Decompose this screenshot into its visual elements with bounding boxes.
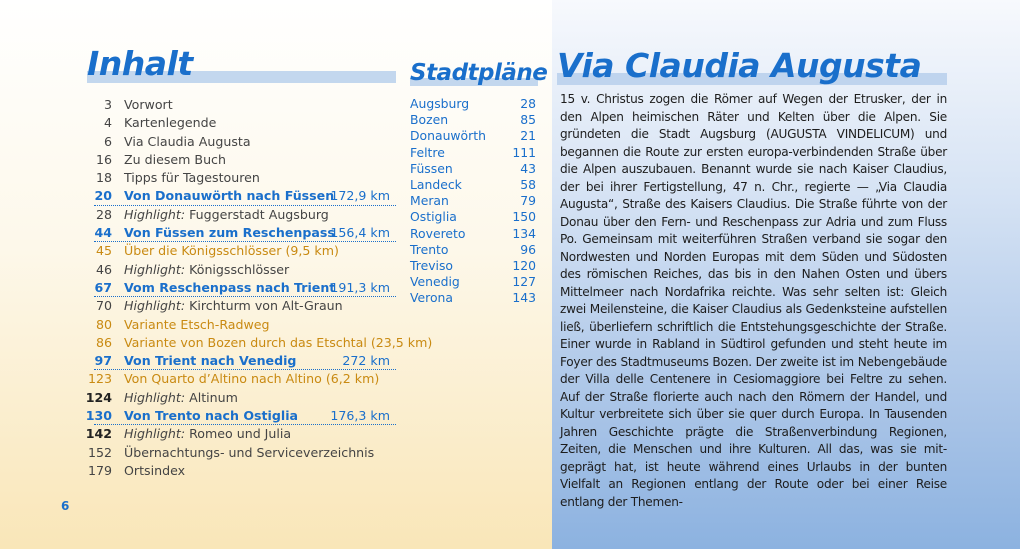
city-map-entry <box>410 209 537 225</box>
toc-entry <box>76 444 396 462</box>
city-name: Augsburg <box>410 96 470 111</box>
toc-title <box>124 261 289 279</box>
toc-page-number: 46 <box>95 261 112 277</box>
city-map-page: 120 <box>512 257 536 273</box>
toc-entry <box>76 114 396 132</box>
city-name: Rovereto <box>410 225 466 241</box>
city-map-entry <box>410 177 537 193</box>
highlight-title: Altinum <box>185 389 238 405</box>
city-map-entry <box>410 258 537 274</box>
highlight-label: Highlight: <box>124 298 186 314</box>
toc-entry <box>76 462 396 480</box>
city-name: Trento <box>410 241 449 257</box>
toc-title: Ortsindex <box>124 462 186 478</box>
city-map-page: 79 <box>520 193 536 209</box>
toc-title: Über die Königsschlösser (9,5 km) <box>124 243 339 259</box>
toc-title: Übernachtungs- und Serviceverzeichnis <box>124 444 375 460</box>
route-distance: 272 km <box>342 353 390 369</box>
toc-page-number: 86 <box>95 334 112 350</box>
toc-page-number: 80 <box>95 316 112 332</box>
city-map-page: 85 <box>520 112 536 128</box>
toc-page-number: 3 <box>103 97 112 112</box>
toc-entry <box>76 425 396 443</box>
toc-page-number: 18 <box>95 170 112 186</box>
toc-page-number: 4 <box>103 115 112 131</box>
city-map-page: 111 <box>512 144 536 160</box>
toc-page-number: 28 <box>95 206 112 222</box>
city-map-entry <box>410 274 537 290</box>
toc-title: Von Trento nach Ostiglia <box>124 408 299 424</box>
city-map-page: 58 <box>520 176 536 192</box>
toc-entry <box>76 169 396 187</box>
city-map-entry <box>410 290 537 306</box>
toc-entry <box>76 242 396 260</box>
toc-title: Kartenlegende <box>124 115 217 131</box>
city-map-entry <box>410 96 537 112</box>
toc-title: Von Trient nach Venedig <box>124 353 297 369</box>
city-map-entry <box>410 161 537 177</box>
toc-entry <box>76 352 396 370</box>
toc-page-number: 44 <box>94 225 112 241</box>
city-name: Verona <box>410 290 453 306</box>
city-name: Donauwörth <box>410 128 486 144</box>
highlight-title: Fuggerstadt Augsburg <box>185 206 329 222</box>
city-map-page: 127 <box>512 274 536 290</box>
toc-title: Via Claudia Augusta <box>124 133 251 149</box>
city-map-page: 150 <box>512 209 536 225</box>
city-map-entry <box>410 242 537 258</box>
toc-title <box>124 389 238 407</box>
toc-page-number: 130 <box>85 408 112 424</box>
toc-page-number: 6 <box>103 133 112 149</box>
city-map-entry <box>410 112 537 128</box>
route-distance: 176,3 km <box>330 408 390 424</box>
highlight-title: Romeo und Julia <box>185 426 292 442</box>
toc-title: Variante von Bozen durch das Etschtal (23,5 km) <box>124 334 433 350</box>
toc-page-number: 152 <box>87 444 112 460</box>
city-map-page: 134 <box>512 225 536 241</box>
city-name: Venedig <box>410 274 460 290</box>
toc-title: Tipps für Tagestouren <box>124 170 260 186</box>
city-name: Bozen <box>410 112 449 128</box>
toc-title: Von Donauwörth nach Füssen <box>124 188 335 204</box>
highlight-label: Highlight: <box>124 426 186 442</box>
toc-title: Zu diesem Buch <box>124 151 226 167</box>
chapter-heading: Via Claudia Augusta <box>557 46 922 85</box>
toc-page-number: 179 <box>87 462 112 478</box>
city-map-page: 28 <box>520 96 536 111</box>
toc-page-number: 124 <box>85 389 112 405</box>
toc-title <box>124 206 329 224</box>
toc-title: Von Quarto d’Altino nach Altino (6,2 km) <box>124 371 380 387</box>
highlight-title: Kirchturm von Alt-Graun <box>185 298 343 314</box>
city-map-entry <box>410 226 537 242</box>
route-distance: 156,4 km <box>330 225 390 241</box>
chapter-body-text: 15 v. Christus zogen die Römer auf Wegen der Etrusker, der in den Alpen heimischen Räter und Kelten über die Alpen. Sie gründeten die Stadt Augsburg (AUGUSTA VINDELICUM) und begannen die Route zur ersten europa-verbindenden Straße über die Alpen auszubauen. Benannt wurde sie nach Kaiser Claudius, der bei ihrer Fertigstellung, 47 n. Chr., regierte — „Via Claudia Augusta“, Straße des Kaisers Claudius. Die Straße führte von der Donau über den Fern- und Reschenpass zur Adria und zum Fluss Po. Gemeinsam mit weiterführen Straßen verband sie sogar den Nordwesten und Norden Europas mit dem Süden und Südosten des römischen Reiches, das bis in den Nahen Osten und übers Mittelmeer nach Nordafrika reichte. Was sehr selten ist: Gleich zwei Meilensteine, die Kaiser Claudius als Gedenksteine aufstellen ließ, überliefern schriftlich die Entstehungsgeschichte der Straße. Einer wurde in Rabland in Südtirol gefunden und steht heute im Foyer des Stadtmuseums Bozen. Der zweite ist im Nebengebäude der Villa delle Centenere in Cesiomaggiore bei Feltre zu sehen. Auf der Straße florierte auch nach den Römern der Handel, und Kultur verbreitete sich über sie quer durch Europa. In Tausenden Jahren Geschichte prägte die Straßenverbindung Regionen, Zeiten, die Menschen und ihre Kulturen. All das, was sie mit-geprägt hat, ist heute während eines Urlaubs in der bunten Vielfalt an Regionen entlang der Route oder bei einer Reise entlang der Themen- <box>560 92 947 509</box>
page-number: 6 <box>61 499 70 513</box>
toc-entry <box>76 261 396 279</box>
toc-entry <box>76 206 396 224</box>
toc-entry <box>76 279 396 297</box>
toc-title: Vom Reschenpass nach Trient <box>124 279 336 295</box>
city-map-page: 21 <box>520 128 536 144</box>
city-map-page: 143 <box>512 290 536 306</box>
toc-entry <box>76 297 396 315</box>
highlight-label: Highlight: <box>124 206 186 222</box>
toc-entry <box>76 407 396 425</box>
route-distance: 172,9 km <box>330 188 390 204</box>
toc-page-number: 123 <box>87 371 112 387</box>
city-map-entry <box>410 145 537 161</box>
toc-page-number: 20 <box>94 188 112 204</box>
city-maps-list <box>410 96 537 306</box>
toc-page-number: 16 <box>95 151 112 167</box>
city-map-page: 43 <box>520 160 536 176</box>
toc-entry <box>76 224 396 242</box>
city-name: Füssen <box>410 160 453 176</box>
toc-entry <box>76 187 396 205</box>
toc-entry <box>76 316 396 334</box>
city-name: Landeck <box>410 176 462 192</box>
toc-entry <box>76 96 396 114</box>
city-map-entry <box>410 193 537 209</box>
toc-title <box>124 297 343 315</box>
toc-entry <box>76 370 396 388</box>
toc-entry <box>76 334 433 352</box>
toc-page-number: 45 <box>95 243 112 259</box>
toc-page-number: 97 <box>94 353 112 369</box>
toc-entry <box>76 389 396 407</box>
toc-title <box>124 425 291 443</box>
toc-heading: Inhalt <box>87 44 193 83</box>
toc-title: Vorwort <box>124 97 173 112</box>
toc-page-number: 67 <box>94 279 112 295</box>
city-map-entry <box>410 128 537 144</box>
route-distance: 191,3 km <box>330 279 390 295</box>
highlight-label: Highlight: <box>124 261 186 277</box>
city-name: Treviso <box>410 257 454 273</box>
highlight-label: Highlight: <box>124 389 186 405</box>
toc-entry <box>76 133 396 151</box>
toc-title: Von Füssen zum Reschenpass <box>124 225 335 241</box>
city-map-page: 96 <box>520 241 536 257</box>
toc-page-number: 142 <box>85 426 112 442</box>
city-name: Meran <box>410 193 449 209</box>
toc-entry <box>76 151 396 169</box>
toc-page-number: 70 <box>95 298 112 314</box>
highlight-title: Königsschlösser <box>185 261 290 277</box>
toc-title: Variante Etsch-Radweg <box>124 316 270 332</box>
city-maps-heading: Stadtpläne <box>410 60 548 86</box>
city-name: Ostiglia <box>410 209 457 225</box>
city-name: Feltre <box>410 144 445 160</box>
